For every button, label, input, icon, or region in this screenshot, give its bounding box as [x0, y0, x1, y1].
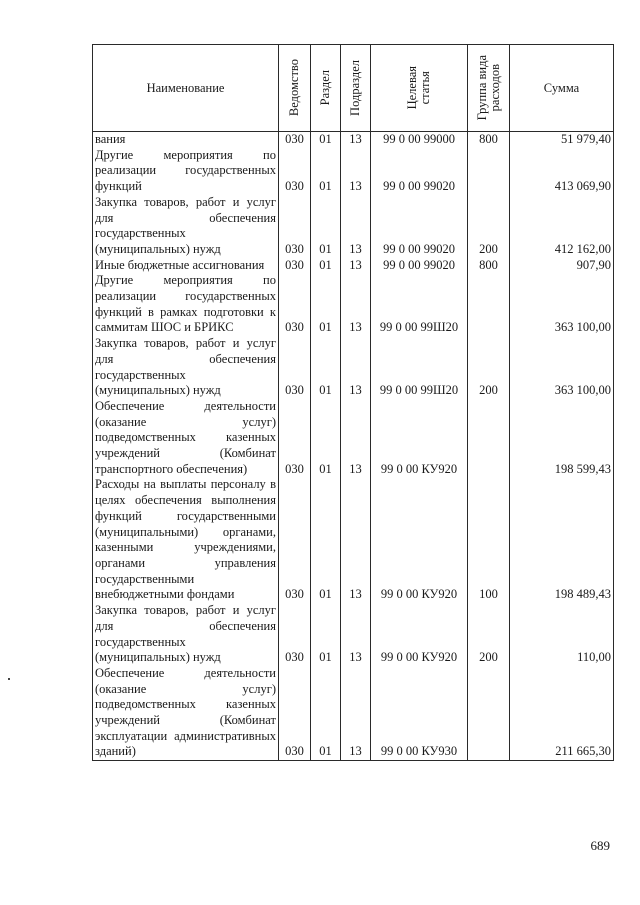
row-name: Закупка товаров, работ и услуг для обеспечения государственных (муниципальных) нужд [93, 603, 279, 666]
row-amount: 51 979,40 [510, 132, 614, 148]
row-name: Иные бюджетные ассигнования [93, 258, 279, 274]
row-name: Закупка товаров, работ и услуг для обеспечения государственных (муниципальных) нужд [93, 195, 279, 258]
header-target-article: Целевая статья [371, 45, 468, 132]
table-row [93, 273, 614, 336]
header-expense-group: Группа вида расходов [468, 45, 510, 132]
row-expense-group [468, 273, 510, 336]
header-subsection: Подраздел [341, 45, 371, 132]
row-amount: 907,90 [510, 258, 614, 274]
table-row [93, 666, 614, 761]
row-name: Обеспечение деятельности (оказание услуг) подведомственных казенных учреждений (Комбинат эксплуатации административных зданий) [93, 666, 279, 761]
row-amount: 413 069,90 [510, 148, 614, 195]
row-subsection: 13 [341, 477, 371, 603]
row-target-article: 99 0 00 99020 [371, 195, 468, 258]
table-row [93, 336, 614, 399]
row-amount: 211 665,30 [510, 666, 614, 761]
row-department: 030 [279, 666, 311, 761]
row-department: 030 [279, 477, 311, 603]
row-target-article: 99 0 00 КУ920 [371, 477, 468, 603]
table-body [93, 132, 614, 761]
header-row [93, 45, 614, 132]
row-department: 030 [279, 195, 311, 258]
page-number: 689 [590, 838, 610, 853]
row-amount: 198 599,43 [510, 399, 614, 478]
row-expense-group: 200 [468, 195, 510, 258]
row-name: вания [93, 132, 279, 148]
row-expense-group: 800 [468, 258, 510, 274]
row-amount: 412 162,00 [510, 195, 614, 258]
row-section: 01 [311, 477, 341, 603]
row-target-article: 99 0 00 99Ш20 [371, 273, 468, 336]
row-department: 030 [279, 148, 311, 195]
row-expense-group: 800 [468, 132, 510, 148]
table-row [93, 258, 614, 274]
row-expense-group [468, 399, 510, 478]
row-amount: 198 489,43 [510, 477, 614, 603]
row-amount: 363 100,00 [510, 336, 614, 399]
row-section: 01 [311, 336, 341, 399]
row-expense-group [468, 666, 510, 761]
row-section: 01 [311, 148, 341, 195]
margin-dot [8, 678, 10, 680]
row-target-article: 99 0 00 КУ930 [371, 666, 468, 761]
row-subsection: 13 [341, 148, 371, 195]
table-row [93, 603, 614, 666]
row-section: 01 [311, 132, 341, 148]
header-amount: Сумма [510, 45, 614, 132]
row-subsection: 13 [341, 273, 371, 336]
row-subsection: 13 [341, 132, 371, 148]
row-name: Обеспечение деятельности (оказание услуг) подведомственных казенных учреждений (Комбинат транспортного обеспечения) [93, 399, 279, 478]
row-target-article: 99 0 00 КУ920 [371, 603, 468, 666]
table-row [93, 132, 614, 148]
row-subsection: 13 [341, 336, 371, 399]
row-department: 030 [279, 258, 311, 274]
table-row [93, 477, 614, 603]
row-section: 01 [311, 666, 341, 761]
row-subsection: 13 [341, 603, 371, 666]
row-department: 030 [279, 399, 311, 478]
row-section: 01 [311, 195, 341, 258]
row-department: 030 [279, 273, 311, 336]
header-name: Наименование [93, 45, 279, 132]
row-section: 01 [311, 399, 341, 478]
row-expense-group: 200 [468, 336, 510, 399]
row-expense-group [468, 148, 510, 195]
row-section: 01 [311, 258, 341, 274]
row-department: 030 [279, 336, 311, 399]
row-amount: 110,00 [510, 603, 614, 666]
row-target-article: 99 0 00 99Ш20 [371, 336, 468, 399]
table-row [93, 399, 614, 478]
header-department: Ведомство [279, 45, 311, 132]
row-subsection: 13 [341, 258, 371, 274]
row-subsection: 13 [341, 195, 371, 258]
row-target-article: 99 0 00 99000 [371, 132, 468, 148]
row-target-article: 99 0 00 КУ920 [371, 399, 468, 478]
row-name: Другие мероприятия по реализации государственных функций [93, 148, 279, 195]
row-expense-group: 100 [468, 477, 510, 603]
row-name: Расходы на выплаты персоналу в целях обеспечения выполнения функций государственными (муниципальными) органами, казенными учреждениями, органами управления государственными внебюджетными фондами [93, 477, 279, 603]
row-subsection: 13 [341, 399, 371, 478]
row-section: 01 [311, 603, 341, 666]
row-expense-group: 200 [468, 603, 510, 666]
row-name: Другие мероприятия по реализации государственных функций в рамках подготовки к саммитам ШОС и БРИКС [93, 273, 279, 336]
table-row [93, 195, 614, 258]
row-subsection: 13 [341, 666, 371, 761]
header-section: Раздел [311, 45, 341, 132]
row-department: 030 [279, 603, 311, 666]
table-row [93, 148, 614, 195]
row-section: 01 [311, 273, 341, 336]
row-target-article: 99 0 00 99020 [371, 258, 468, 274]
row-name: Закупка товаров, работ и услуг для обеспечения государственных (муниципальных) нужд [93, 336, 279, 399]
row-amount: 363 100,00 [510, 273, 614, 336]
budget-table [92, 44, 614, 761]
row-target-article: 99 0 00 99020 [371, 148, 468, 195]
row-department: 030 [279, 132, 311, 148]
